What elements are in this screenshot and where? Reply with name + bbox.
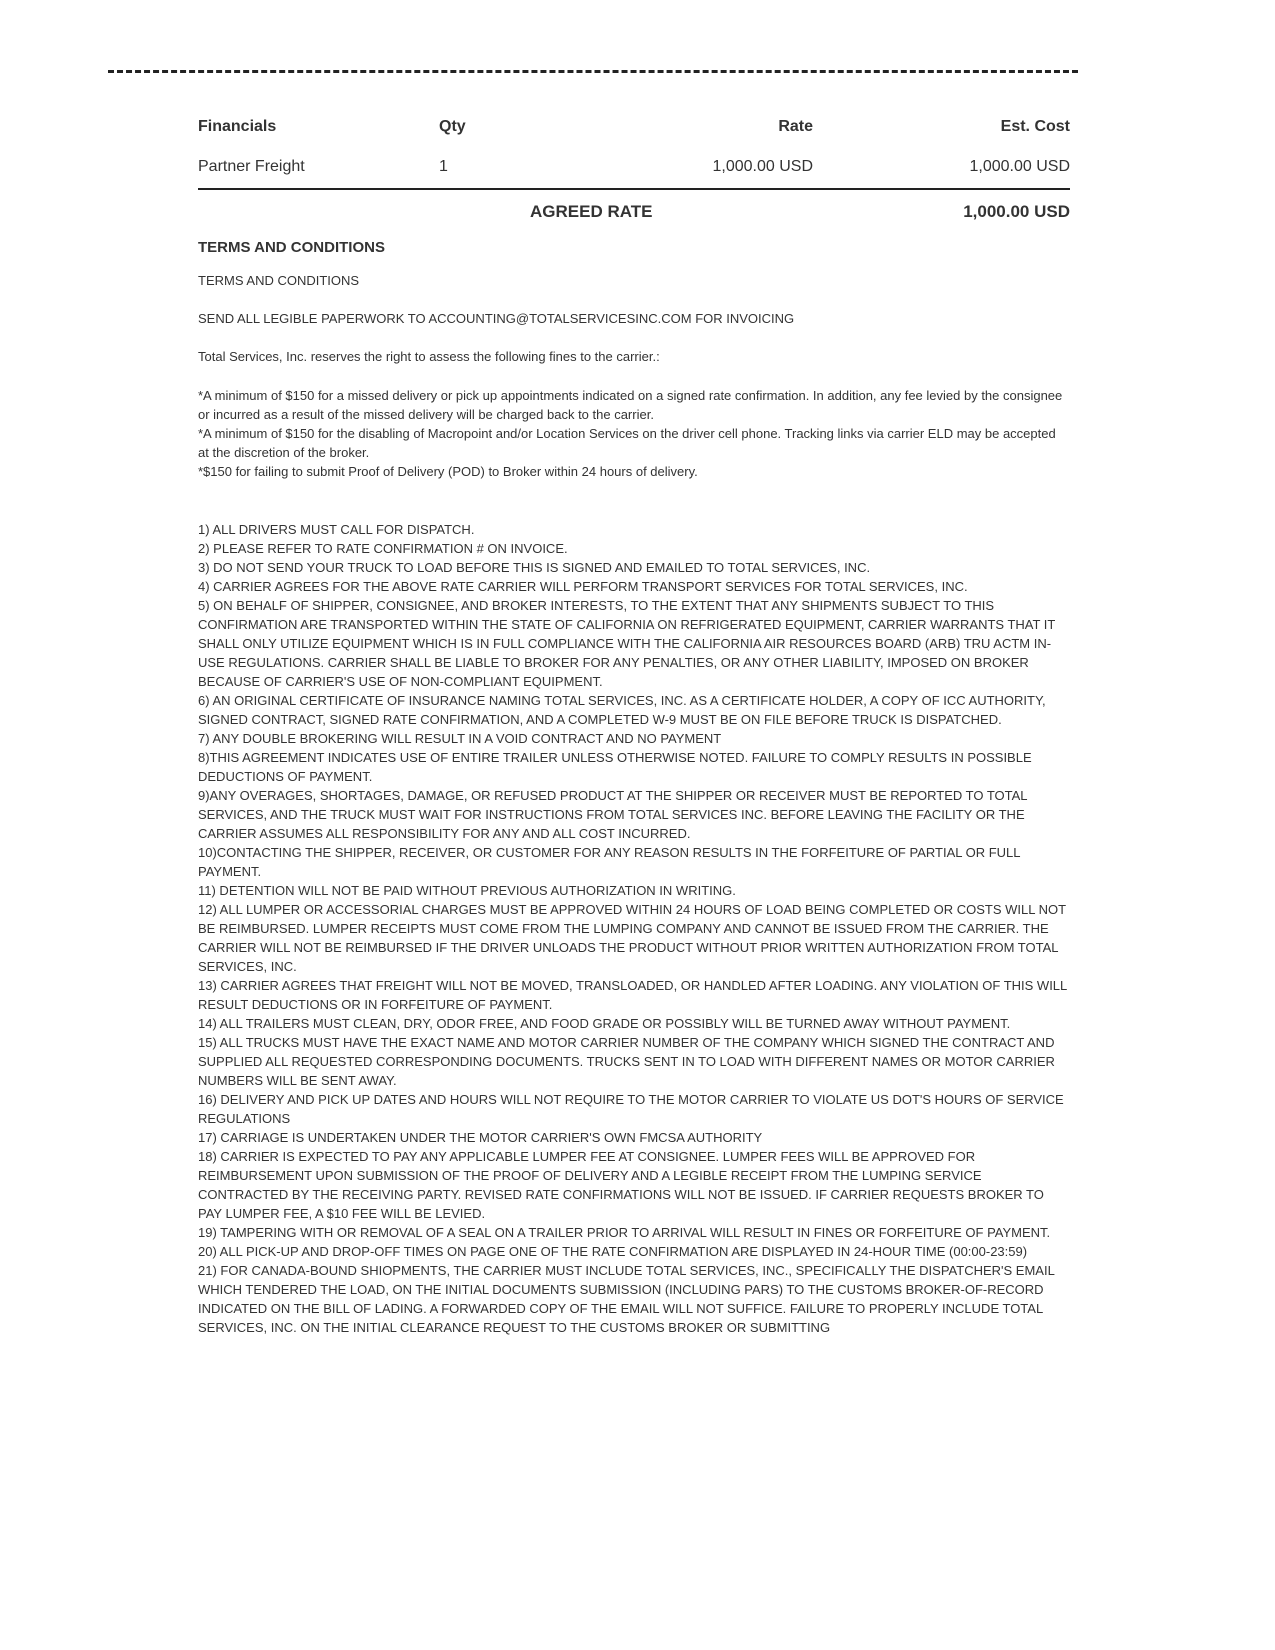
rule-item: 17) CARRIAGE IS UNDERTAKEN UNDER THE MOTOR CARRIER'S OWN FMCSA AUTHORITY	[198, 1130, 763, 1145]
rule-item: 16) DELIVERY AND PICK UP DATES AND HOURS WILL NOT REQUIRE TO THE MOTOR CARRIER TO VIOLATE US DOT'S HOURS OF SERVICE REGULATIONS	[198, 1092, 1064, 1126]
line-item-qty: 1	[439, 158, 448, 175]
rule-item: 19) TAMPERING WITH OR REMOVAL OF A SEAL ON A TRAILER PRIOR TO ARRIVAL WILL RESULT IN FINES OR FORFEITURE OF PAYMENT.	[198, 1225, 1051, 1240]
rule-item: 21) FOR CANADA-BOUND SHIOPMENTS, THE CARRIER MUST INCLUDE TOTAL SERVICES, INC., SPECIFICALLY THE DISPATCHER'S EMAIL WHICH TENDERED THE LOAD, ON THE INITIAL DOCUMENTS SUBMISSION (INCLUDING PARS) TO THE CUSTOMS BROKER-OF-RECORD INDICATED ON THE BILL OF LADING. A FORWARDED COPY OF THE EMAIL WILL NOT SUFFICE. FAILURE TO PROPERLY INCLUDE TOTAL SERVICES, INC. ON THE INITIAL CLEARANCE REQUEST TO THE CUSTOMS BROKER OR SUBMITTING	[198, 1263, 1055, 1335]
line-item-rate: 1,000.00 USD	[712, 158, 813, 175]
fine-item: *A minimum of $150 for a missed delivery or pick up appointments indicated on a signed rate confirmation. In addition, any fee levied by the consignee or incurred as a result of the missed delivery will be charged back to the carrier.	[198, 388, 1063, 422]
rule-item: 10)CONTACTING THE SHIPPER, RECEIVER, OR CUSTOMER FOR ANY REASON RESULTS IN THE FORFEITURE OF PARTIAL OR FULL PAYMENT.	[198, 845, 1021, 879]
agreed-rate-label: AGREED RATE	[530, 202, 653, 221]
rule-item: 4) CARRIER AGREES FOR THE ABOVE RATE CARRIER WILL PERFORM TRANSPORT SERVICES FOR TOTAL SERVICES, INC.	[198, 579, 968, 594]
terms-subheading: TERMS AND CONDITIONS	[198, 273, 360, 288]
paperwork-instruction: SEND ALL LEGIBLE PAPERWORK TO ACCOUNTING@TOTALSERVICESINC.COM FOR INVOICING	[198, 311, 795, 326]
est-cost-header: Est. Cost	[1000, 118, 1070, 135]
rule-item: 3) DO NOT SEND YOUR TRUCK TO LOAD BEFORE THIS IS SIGNED AND EMAILED TO TOTAL SERVICES, INC.	[198, 560, 871, 575]
agreed-rate-value: 1,000.00 USD	[963, 202, 1070, 221]
rule-item: 7) ANY DOUBLE BROKERING WILL RESULT IN A VOID CONTRACT AND NO PAYMENT	[198, 731, 722, 746]
rule-item: 13) CARRIER AGREES THAT FREIGHT WILL NOT BE MOVED, TRANSLOADED, OR HANDLED AFTER LOADING. ANY VIOLATION OF THIS WILL RESULT DEDUCTIONS OR IN FORFEITURE OF PAYMENT.	[198, 978, 1067, 1012]
rate-header: Rate	[778, 118, 813, 135]
document-body	[198, 108, 1070, 1337]
terms-heading: TERMS AND CONDITIONS	[198, 239, 385, 256]
rule-item: 15) ALL TRUCKS MUST HAVE THE EXACT NAME AND MOTOR CARRIER NUMBER OF THE COMPANY WHICH SIGNED THE CONTRACT AND SUPPLIED ALL REQUESTED CORRESPONDING DOCUMENTS. TRUCKS SENT IN TO LOAD WITH DIFFERENT NAMES OR MOTOR CARRIER NUMBERS WILL BE SENT AWAY.	[198, 1035, 1055, 1088]
line-item-cost: 1,000.00 USD	[969, 158, 1070, 175]
rule-item: 6) AN ORIGINAL CERTIFICATE OF INSURANCE NAMING TOTAL SERVICES, INC. AS A CERTIFICATE HOLDER, A COPY OF ICC AUTHORITY, SIGNED CONTRACT, SIGNED RATE CONFIRMATION, AND A COMPLETED W-9 MUST BE ON FILE BEFORE TRUCK IS DISPATCHED.	[198, 693, 1046, 727]
qty-header: Qty	[439, 118, 466, 135]
fines-list	[198, 386, 1070, 481]
financials-header-row	[198, 108, 1070, 148]
rule-item: 2) PLEASE REFER TO RATE CONFIRMATION # ON INVOICE.	[198, 541, 568, 556]
dashed-separator	[108, 70, 1078, 73]
rule-item: 8)THIS AGREEMENT INDICATES USE OF ENTIRE TRAILER UNLESS OTHERWISE NOTED. FAILURE TO COMPLY RESULTS IN POSSIBLE DEDUCTIONS OF PAYMENT.	[198, 750, 1032, 784]
fine-item: *A minimum of $150 for the disabling of Macropoint and/or Location Services on the driver cell phone. Tracking links via carrier ELD may be accepted at the discretion of the broker.	[198, 426, 1056, 460]
rule-item: 18) CARRIER IS EXPECTED TO PAY ANY APPLICABLE LUMPER FEE AT CONSIGNEE. LUMPER FEES WILL BE APPROVED FOR REIMBURSEMENT UPON SUBMISSION OF THE PROOF OF DELIVERY AND A LEGIBLE RECEIPT FROM THE LUMPING SERVICE CONTRACTED BY THE RECEIVING PARTY. REVISED RATE CONFIRMATIONS WILL NOT BE ISSUED. IF CARRIER REQUESTS BROKER TO PAY LUMPER FEE, A $10 FEE WILL BE LEVIED.	[198, 1149, 1044, 1221]
fine-item: *$150 for failing to submit Proof of Delivery (POD) to Broker within 24 hours of delivery.	[198, 464, 698, 479]
rule-item: 14) ALL TRAILERS MUST CLEAN, DRY, ODOR FREE, AND FOOD GRADE OR POSSIBLY WILL BE TURNED AWAY WITHOUT PAYMENT.	[198, 1016, 1011, 1031]
fines-intro: Total Services, Inc. reserves the right to assess the following fines to the carrier.:	[198, 349, 660, 364]
rule-item: 12) ALL LUMPER OR ACCESSORIAL CHARGES MUST BE APPROVED WITHIN 24 HOURS OF LOAD BEING COMPLETED OR COSTS WILL NOT BE REIMBURSED. LUMPER RECEIPTS MUST COME FROM THE LUMPING COMPANY AND CANNOT BE ISSUED FROM THE CARRIER. THE CARRIER WILL NOT BE REIMBURSED IF THE DRIVER UNLOADS THE PRODUCT WITHOUT PRIOR WRITTEN AUTHORIZATION FROM TOTAL SERVICES, INC.	[198, 902, 1066, 974]
financials-header: Financials	[198, 118, 277, 135]
rule-item: 1) ALL DRIVERS MUST CALL FOR DISPATCH.	[198, 522, 475, 537]
rule-item: 9)ANY OVERAGES, SHORTAGES, DAMAGE, OR REFUSED PRODUCT AT THE SHIPPER OR RECEIVER MUST BE REPORTED TO TOTAL SERVICES, AND THE TRUCK MUST WAIT FOR INSTRUCTIONS FROM TOTAL SERVICES INC. BEFORE LEAVING THE FACILITY OR THE CARRIER ASSUMES ALL RESPONSIBILITY FOR ANY AND ALL COST INCURRED.	[198, 788, 1028, 841]
rules-list	[198, 520, 1070, 1337]
rule-item: 5) ON BEHALF OF SHIPPER, CONSIGNEE, AND BROKER INTERESTS, TO THE EXTENT THAT ANY SHIPMENTS SUBJECT TO THIS CONFIRMATION ARE TRANSPORTED WITHIN THE STATE OF CALIFORNIA ON REFRIGERATED EQUIPMENT, CARRIER WARRANTS THAT IT SHALL ONLY UTILIZE EQUIPMENT WHICH IS IN FULL COMPLIANCE WITH THE CALIFORNIA AIR RESOURCES BOARD (ARB) TRU ACTM IN-USE REGULATIONS. CARRIER SHALL BE LIABLE TO BROKER FOR ANY PENALTIES, OR ANY OTHER LIABILITY, IMPOSED ON BROKER BECAUSE OF CARRIER'S USE OF NON-COMPLIANT EQUIPMENT.	[198, 598, 1056, 689]
rule-item: 20) ALL PICK-UP AND DROP-OFF TIMES ON PAGE ONE OF THE RATE CONFIRMATION ARE DISPLAYED IN 24-HOUR TIME (00:00-23:59)	[198, 1244, 1028, 1259]
line-item-name: Partner Freight	[198, 158, 305, 175]
table-row	[198, 148, 1070, 190]
agreed-rate-row	[198, 190, 1070, 234]
rule-item: 11) DETENTION WILL NOT BE PAID WITHOUT PREVIOUS AUTHORIZATION IN WRITING.	[198, 883, 736, 898]
